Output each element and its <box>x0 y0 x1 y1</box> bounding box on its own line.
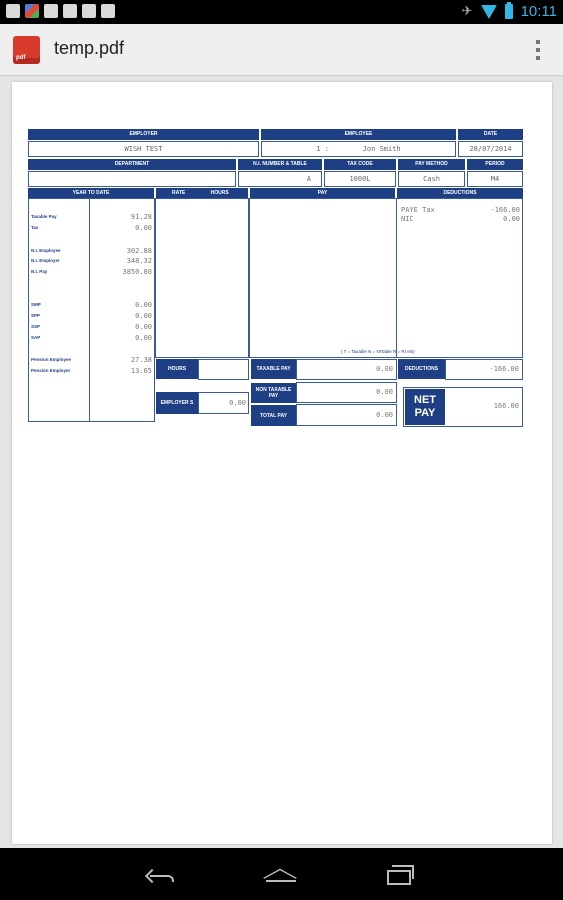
status-bar <box>0 0 563 24</box>
deduction-value: 0.00 <box>503 215 520 223</box>
ytd-label: SSP <box>31 324 41 329</box>
sim-icon <box>6 4 20 18</box>
ytd-label: SAP <box>31 335 41 340</box>
ytd-label: SMP <box>31 302 41 307</box>
clock: 10:11 <box>520 3 557 20</box>
ni-number-header: N.I. NUMBER & TABLE <box>238 159 322 170</box>
hours-header: HOURS <box>210 190 229 196</box>
gmail-icon <box>44 4 58 18</box>
ytd-value: 0.00 <box>135 323 152 331</box>
rate-hours-column <box>155 198 249 358</box>
deduction-label: PAYE Tax <box>401 206 435 214</box>
pay-method-value: Cash <box>398 171 465 187</box>
employer-summary-value: 0.00 <box>229 399 246 407</box>
rate-header: RATE <box>172 190 186 196</box>
ytd-header: YEAR TO DATE <box>28 188 154 198</box>
ytd-value: 0.00 <box>135 224 152 232</box>
deduction-label: NIC <box>401 215 414 223</box>
period-value: M4 <box>467 171 523 187</box>
home-icon[interactable] <box>264 866 298 882</box>
department-header: DEPARTMENT <box>28 159 236 170</box>
ytd-label: SPP <box>31 313 41 318</box>
back-icon[interactable] <box>147 866 177 882</box>
employee-header: EMPLOYEE <box>261 129 456 140</box>
total-pay-value: 0.00 <box>376 411 393 419</box>
pay-header: PAY <box>250 188 395 198</box>
hours-summary-label: HOURS <box>156 359 198 379</box>
net-pay-label: NET PAY <box>405 389 445 425</box>
ytd-label: Pension Employer <box>31 368 71 373</box>
employee-number: 1 : <box>316 145 329 153</box>
employer-value: WISH TEST <box>28 141 259 157</box>
system-icons <box>462 3 557 20</box>
briefcase-icon <box>101 4 115 18</box>
non-taxable-pay-label: NON TAXABLE PAY <box>251 383 296 403</box>
ytd-value: 3850.80 <box>122 268 152 276</box>
taxable-pay-label: TAXABLE PAY <box>251 359 296 379</box>
ytd-value: 13.65 <box>130 367 152 375</box>
hours-summary-value <box>198 359 249 380</box>
date-header: DATE <box>458 129 523 140</box>
pay-legend-note: ( T = Taxable N = NITable R = RI ets) <box>341 349 415 354</box>
ytd-value: 302.88 <box>126 247 152 255</box>
ytd-labels-column <box>28 198 90 422</box>
ytd-value: 0.00 <box>135 301 152 309</box>
deductions-header: DEDUCTIONS <box>397 188 523 198</box>
rate-hours-header <box>156 188 248 198</box>
department-value <box>28 171 236 187</box>
overflow-menu-icon[interactable] <box>535 40 541 60</box>
employee-name: Jon Smith <box>362 145 401 153</box>
tax-code-value: 1000L <box>324 171 396 187</box>
non-taxable-pay-value: 0.00 <box>376 388 393 396</box>
ytd-value: 0.00 <box>135 312 152 320</box>
clipboard-icon <box>82 4 96 18</box>
ytd-label: Tax <box>31 225 39 230</box>
android-icon <box>63 4 77 18</box>
maps-icon <box>25 4 39 18</box>
date-value: 28/07/2014 <box>458 141 523 157</box>
recent-apps-icon[interactable] <box>387 865 413 883</box>
ytd-value: 0.00 <box>135 334 152 342</box>
wifi-icon <box>481 5 497 19</box>
pay-method-header: PAY METHOD <box>398 159 465 170</box>
ytd-label: Pension Employee <box>31 357 72 362</box>
employee-value <box>261 141 456 157</box>
ni-table-value: A <box>238 171 322 187</box>
pdf-app-icon[interactable] <box>13 36 40 64</box>
employer-header: EMPLOYER <box>28 129 259 140</box>
ytd-value: 348.32 <box>126 257 152 265</box>
ytd-label: N.I. Pay <box>31 269 48 274</box>
deductions-total-value: -166.00 <box>489 365 519 373</box>
ytd-label: Taxable Pay <box>31 214 57 219</box>
ytd-label: N.I. Employee <box>31 248 61 253</box>
ytd-value: 27.38 <box>130 356 152 364</box>
deductions-total-label: DEDUCTIONS <box>398 359 445 379</box>
airplane-icon: ✈ <box>461 4 473 19</box>
action-bar <box>0 24 563 76</box>
employer-summary-label: EMPLOYER S <box>156 392 198 414</box>
app-icon-label: pdf <box>16 55 26 61</box>
navigation-bar <box>0 848 563 900</box>
ytd-label: N.I. Employer <box>31 258 60 263</box>
ytd-value: 91.28 <box>130 213 152 221</box>
pay-column <box>249 198 397 358</box>
tax-code-header: TAX CODE <box>324 159 396 170</box>
net-pay-value: 166.00 <box>493 402 519 410</box>
taxable-pay-value: 0.00 <box>376 365 393 373</box>
document-title: temp.pdf <box>54 38 125 58</box>
total-pay-label: TOTAL PAY <box>251 405 296 426</box>
deduction-value: -166.00 <box>490 206 520 214</box>
period-header: PERIOD <box>467 159 523 170</box>
battery-icon <box>505 4 513 19</box>
notification-icons <box>6 4 115 18</box>
